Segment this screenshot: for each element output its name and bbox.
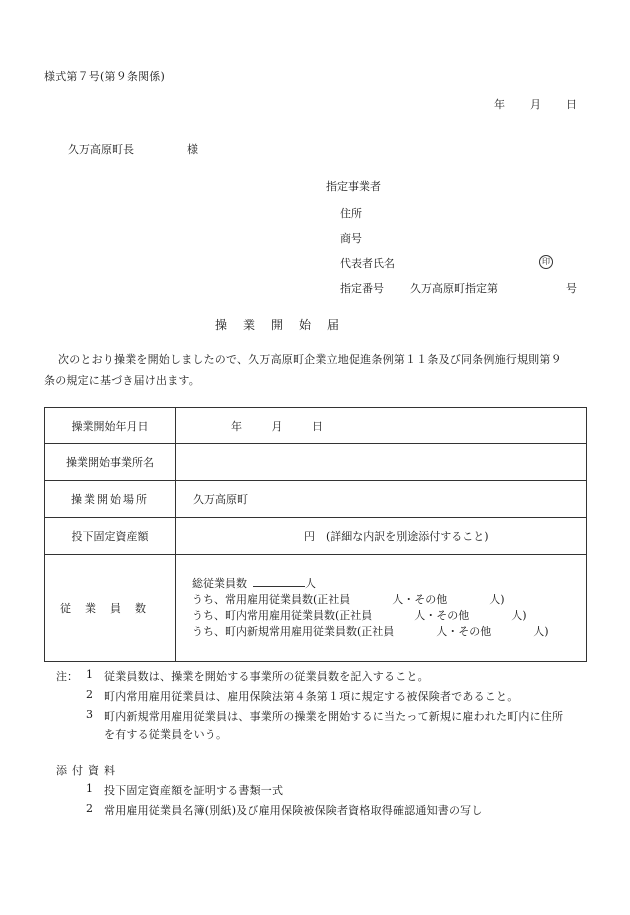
employees-new-mid: 人・その他 [436, 625, 492, 638]
date-month-label: 月 [530, 98, 541, 111]
representative-label: 代表者氏名 [340, 257, 395, 270]
table-row-office-name [45, 444, 587, 481]
note-3-text-continued: を有する従業員をいう。 [104, 728, 228, 741]
office-name-cell[interactable] [176, 444, 587, 481]
employees-town-label: うち、町内常用雇用従業員数(正社員 [192, 609, 373, 622]
document-title: 操 業 開 始 届 [215, 318, 342, 332]
fixed-assets-value: 円 (詳細な内訳を別途添付すること) [304, 530, 489, 543]
address-label: 住所 [340, 207, 362, 220]
employees-new-end: 人) [533, 625, 549, 638]
start-date-year: 年 [231, 419, 242, 433]
employees-town-mid: 人・その他 [414, 609, 470, 622]
employees-regular-line [192, 592, 585, 608]
note-2-text: 町内常用雇用従業員は、雇用保険法第４条第１項に規定する被保険者であること。 [104, 690, 519, 703]
note-3-number: 3 [86, 708, 93, 721]
employees-total-unit: 人 [305, 577, 316, 590]
location-cell[interactable] [176, 481, 587, 518]
start-date-cell[interactable] [176, 408, 587, 444]
form-number: 様式第７号(第９条関係) [44, 70, 165, 83]
applicant-title: 指定事業者 [326, 180, 381, 193]
table-row-fixed-assets [45, 518, 587, 555]
notification-form-table [44, 407, 587, 662]
employees-regular-label: うち、常用雇用従業員数(正社員 [192, 593, 351, 606]
seal-mark-text: 印 [539, 255, 553, 269]
note-2-number: 2 [86, 688, 93, 701]
trade-name-label: 商号 [340, 232, 362, 245]
employees-total-line [192, 576, 585, 592]
attachments-title: 添付資料 [56, 764, 120, 777]
designation-prefix: 久万高原町指定第 [410, 282, 498, 295]
note-1-text: 従業員数は、操業を開始する事業所の従業員数を記入すること。 [104, 670, 429, 683]
employees-new-label: うち、町内新規常用雇用従業員数(正社員 [192, 625, 395, 638]
employees-label: 従業員数 [45, 555, 176, 662]
employees-cell[interactable] [176, 555, 587, 662]
designation-suffix: 号 [566, 282, 577, 295]
employees-total-blank[interactable] [253, 576, 305, 587]
employees-town-line [192, 608, 585, 624]
employees-regular-mid: 人・その他 [392, 593, 448, 606]
note-3-text: 町内新規常用雇用従業員は、事業所の操業を開始するに当たって新規に雇われた町内に住所 [104, 710, 564, 723]
fixed-assets-cell[interactable] [176, 518, 587, 555]
seal-mark-icon [539, 254, 553, 269]
date-day-label: 日 [566, 98, 577, 111]
location-label: 操業開始場所 [45, 481, 176, 518]
note-1-number: 1 [86, 668, 93, 681]
attachment-2-text: 常用雇用従業員名簿(別紙)及び雇用保険被保険者資格取得確認通知書の写し [104, 804, 483, 817]
notes-prefix: 注： [56, 670, 78, 683]
addressee-honorific: 様 [187, 143, 198, 156]
attachment-1-number: 1 [86, 782, 93, 795]
employees-regular-end: 人) [489, 593, 505, 606]
body-text-line-1: 次のとおり操業を開始しましたので、久万高原町企業立地促進条例第１１条及び同条例施行規則第９ [58, 353, 562, 366]
table-row-location [45, 481, 587, 518]
employees-new-line [192, 624, 585, 640]
start-date-label: 操業開始年月日 [45, 408, 176, 444]
attachment-1-text: 投下固定資産額を証明する書類一式 [104, 784, 284, 797]
table-row-start-date [45, 408, 587, 444]
employees-town-end: 人) [511, 609, 527, 622]
office-name-label: 操業開始事業所名 [45, 444, 176, 481]
date-year-label: 年 [494, 98, 505, 111]
fixed-assets-label: 投下固定資産額 [45, 518, 176, 555]
start-date-day: 日 [312, 419, 323, 433]
employees-total-label: 総従業員数 [192, 577, 247, 590]
body-text-line-2: 条の規定に基づき届け出ます。 [44, 374, 200, 387]
attachment-2-number: 2 [86, 802, 93, 815]
location-value: 久万高原町 [193, 493, 248, 506]
designation-label: 指定番号 [340, 282, 384, 295]
table-row-employees [45, 555, 587, 662]
start-date-month: 月 [271, 419, 283, 433]
addressee-name: 久万高原町長 [68, 143, 134, 156]
